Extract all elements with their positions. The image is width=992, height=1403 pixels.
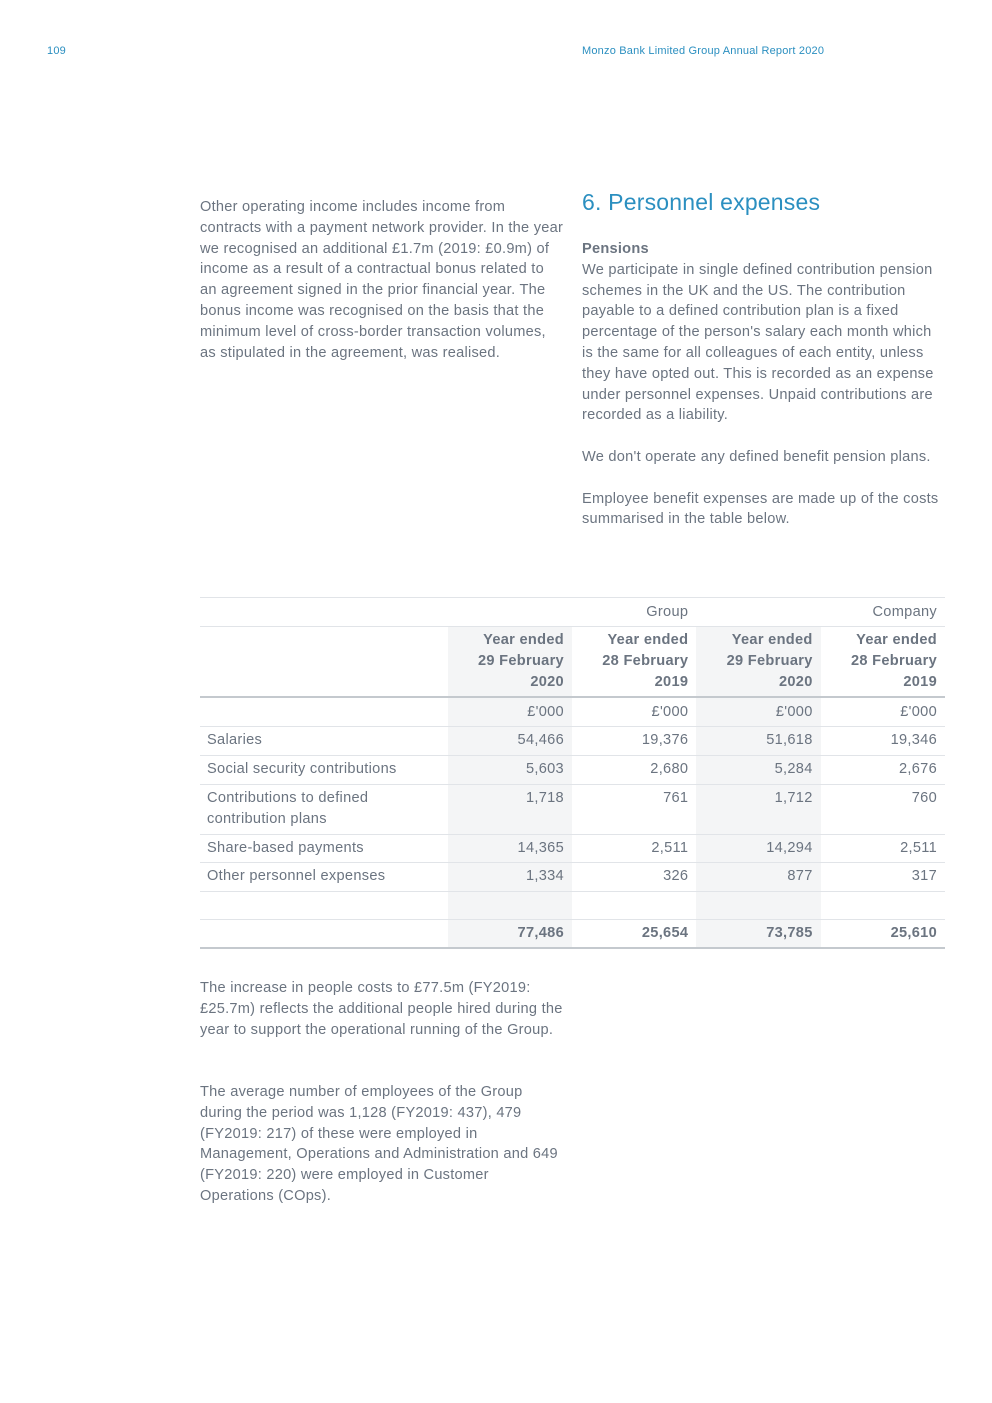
column-header: Year ended 28 February 2019: [821, 627, 945, 698]
pensions-subheading: Pensions: [582, 241, 649, 257]
table-cell: 760: [821, 784, 945, 834]
total-cell: 25,610: [821, 920, 945, 949]
table-cell: 5,603: [448, 756, 572, 785]
table-cell: 326: [572, 863, 696, 892]
total-cell: 25,654: [572, 920, 696, 949]
table-row: [200, 756, 945, 785]
spacer-row: [200, 892, 945, 920]
unit-label: £'000: [572, 697, 696, 727]
table-cell: 2,511: [821, 834, 945, 863]
row-label: Other personnel expenses: [200, 863, 448, 892]
employees-paragraph: The average number of employees of the Group during the period was 1,128 (FY2019: 437), 479 (FY2019: 217) of these were employed in Management, Operations and Administration and 649 (FY2019: 220) were employed in Customer Operations (COps).: [200, 1084, 558, 1204]
table-cell: 1,334: [448, 863, 572, 892]
table-cell: 1,712: [696, 784, 820, 834]
intro-paragraph: Other operating income includes income from contracts with a payment network provider. In the year we recognised an additional £1.7m (2019: £0.9m) of income as a result of a contractual bonus related to an agreement signed in the prior financial year. The bonus income was recognised on the basis that the minimum level of cross-border transaction volumes, as stipulated in the agreement, was realised.: [200, 199, 564, 361]
column-header: Year ended 28 February 2019: [572, 627, 696, 698]
table-row: [200, 863, 945, 892]
unit-label: £'000: [696, 697, 820, 727]
pensions-paragraph: We participate in single defined contribution pension schemes in the UK and the US. The contribution payable to a defined contribution plan is a fixed percentage of the person's salary each month which is the same for all colleagues of each entity, unless they have opted out. This is recorded as an expense under personnel expenses. Unpaid contributions are recorded as a liability.: [582, 261, 934, 424]
table-cell: 19,376: [572, 727, 696, 756]
unit-label: £'000: [821, 697, 945, 727]
table-cell: 317: [821, 863, 945, 892]
pensions-block: [582, 239, 940, 551]
table-group-row: [200, 598, 945, 627]
table-cell: 761: [572, 784, 696, 834]
total-cell: 77,486: [448, 920, 572, 949]
row-label: Salaries: [200, 727, 448, 756]
table-cell: 54,466: [448, 727, 572, 756]
unit-row: [200, 697, 945, 727]
table-cell: 2,511: [572, 834, 696, 863]
table-cell: 14,365: [448, 834, 572, 863]
table-row: [200, 727, 945, 756]
table-cell: 2,680: [572, 756, 696, 785]
total-row: [200, 920, 945, 949]
company-label: Company: [821, 598, 945, 627]
section-title: 6. Personnel expenses: [582, 189, 821, 215]
table-header-row: [200, 627, 945, 698]
table-cell: 2,676: [821, 756, 945, 785]
table-cell: 19,346: [821, 727, 945, 756]
table-intro-paragraph: Employee benefit expenses are made up of the costs summarised in the table below.: [582, 490, 939, 528]
personnel-expenses-table: [200, 597, 945, 949]
table-cell: 5,284: [696, 756, 820, 785]
report-title: Monzo Bank Limited Group Annual Report 2020: [582, 45, 825, 57]
table-row: [200, 834, 945, 863]
people-costs-paragraph: The increase in people costs to £77.5m (FY2019: £25.7m) reflects the additional people hired during the year to support the operational running of the Group.: [200, 980, 563, 1038]
row-label: Share-based payments: [200, 834, 448, 863]
column-header: Year ended 29 February 2020: [448, 627, 572, 698]
unit-label: £'000: [448, 697, 572, 727]
page-number: 109: [47, 45, 66, 57]
table-row: [200, 784, 945, 834]
group-label: Group: [572, 598, 696, 627]
column-header: Year ended 29 February 2020: [696, 627, 820, 698]
table-cell: 877: [696, 863, 820, 892]
table-cell: 51,618: [696, 727, 820, 756]
total-cell: 73,785: [696, 920, 820, 949]
table-cell: 1,718: [448, 784, 572, 834]
row-label: Social security contributions: [200, 756, 448, 785]
table-cell: 14,294: [696, 834, 820, 863]
row-label: Contributions to defined contribution plans: [200, 784, 448, 834]
defined-benefit-paragraph: We don't operate any defined benefit pension plans.: [582, 448, 931, 465]
